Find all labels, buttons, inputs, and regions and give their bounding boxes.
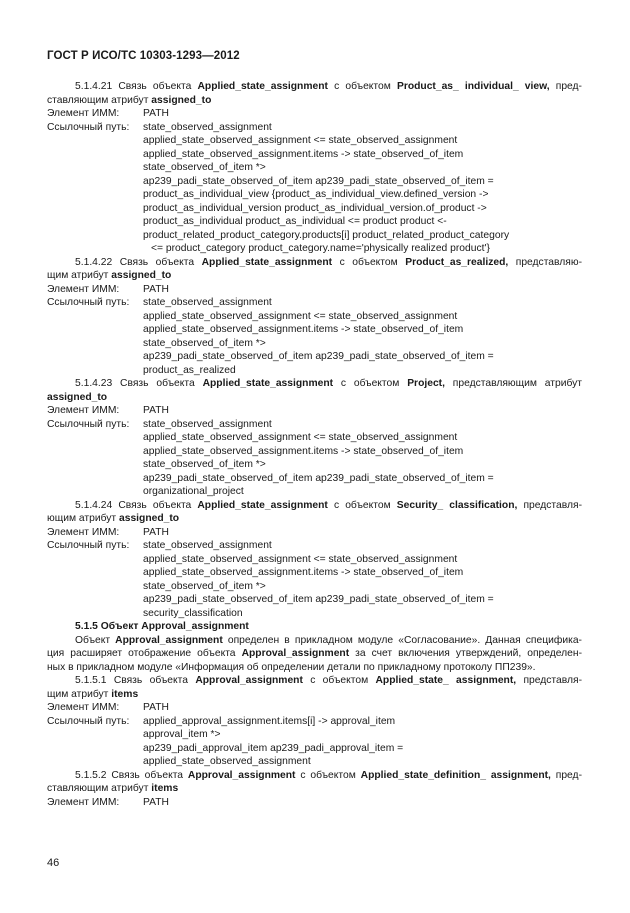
path-row: Ссылочный путь: state_observed_assignment: [47, 121, 272, 133]
document-body: 5.1.4.21 Связь объекта Applied_state_assignment с объектом Product_as_ individual_ view, пред- ставляющим атрибут assigned_to Элемент ИММ: PATH Ссылочный путь: state_observed_assignment applied_state_observed_assignment <= state_observed_assignment applied_state_observed_assignment.items -> state_observed_of_item state_observed_of_item *> ap239_padi_state_observed_of_item ap239_padi_state_observed_of_item = product_as_individual_view {product_as_individual_view.defined_version -> product_as_individual_version product_as_individual_version.of_product -> product_as_individual product_as_individual <= product product <- product_related_product_category.products[i] product_related_product_category <= product_category product_category.name='physically realized product'} 5.1.4.22 Связь объекта Applied_state_assignment с объектом Product_as_realized, представляю- щим атрибут assigned_to Элемент ИММ: PATH Ссылочный путь: state_observed_assignment applied_state_observed_assignment <= state_observed_assignment applied_state_observed_assignment.items -> state_observed_of_item state_observed_of_item *> ap239_padi_state_observed_of_item ap239_padi_state_observed_of_item = product_as_realized 5.1.4.23 Связь объекта Applied_state_assignment с объектом Project, представляющим атрибут assigned_to Элемент ИММ: PATH Ссылочный путь: state_observed_assignment applied_state_observed_assignment <= state_observed_assignment applied_state_observed_assignment.items -> state_observed_of_item state_observed_of_item *> ap239_padi_state_observed_of_item ap239_padi_state_observed_of_item = organizational_project 5.1.4.24 Связь объекта Applied_state_assignment с объектом Security_ classification, представля- ющим атрибут assigned_to Элемент ИММ: PATH Ссылочный путь: state_observed_assignment applied_state_observed_assignment <= state_observed_assignment applied_state_observed_assignment.items -> state_observed_of_item state_observed_of_item *> ap239_padi_state_observed_of_item ap239_padi_state_observed_of_item = security_classification 5.1.5 Объект Approval_assignment Объект Approval_assignment определен в прикладном модуле «Согласование». Данная специфика- ция расширяет отображение объекта Approval_assignment за счет включения утверждений, определен- ных в прикладном модуле «Информация об определении детали по прикладному протоколу ПП239». 5.1.5.1 Связь объекта Approval_assignment с объектом Applied_state_ assignment, представля- щим атрибут items Элемент ИММ: PATH Ссылочный путь: applied_approval_assignment.items[i] -> approval_item approval_item *> ap239_padi_approval_item ap239_padi_approval_item = applied_state_observed_assignment 5.1.5.2 Связь объекта Approval_assignment с объектом Applied_state_definition_ assignment, пред- ставляющим атрибут items Элемент ИММ: PATH: [47, 81, 582, 808]
element-row: Элемент ИММ: PATH: [47, 283, 169, 295]
path-row: Ссылочный путь: state_observed_assignment: [47, 418, 272, 430]
section-heading-5-1-5-1: 5.1.5.1 Связь объекта Approval_assignment с объектом Applied_state_ assignment, представля-: [75, 675, 582, 686]
element-row: Элемент ИММ: PATH: [47, 526, 169, 538]
section-heading-5-1-5: 5.1.5 Объект Approval_assignment: [75, 621, 249, 632]
section-heading-5-1-5-2: 5.1.5.2 Связь объекта Approval_assignment с объектом Applied_state_definition_ assignment, пред-: [75, 769, 582, 781]
path-row: Ссылочный путь: state_observed_assignment: [47, 540, 272, 551]
section-heading-5-1-4-22: 5.1.4.22 Связь объекта Applied_state_assignment с объектом Product_as_realized, представляю-: [75, 256, 582, 268]
element-row: Элемент ИММ: PATH: [47, 796, 169, 808]
section-heading-5-1-4-23: 5.1.4.23 Связь объекта Applied_state_assignment с объектом Project, представляющим атрибут: [75, 378, 582, 389]
element-row: Элемент ИММ: PATH: [47, 405, 169, 416]
path-row: Ссылочный путь: applied_approval_assignment.items[i] -> approval_item: [47, 715, 396, 727]
element-row: Элемент ИММ: PATH: [47, 702, 169, 713]
section-heading-5-1-4-24: 5.1.4.24 Связь объекта Applied_state_assignment с объектом Security_ classification, представля-: [75, 499, 582, 511]
element-row: Элемент ИММ: PATH: [47, 108, 169, 119]
path-row: Ссылочный путь: state_observed_assignment: [47, 297, 272, 308]
document-header: ГОСТ Р ИСО/ТС 10303-1293—2012: [47, 50, 240, 62]
section-heading-5-1-4-21: 5.1.4.21 Связь объекта Applied_state_assignment с объектом Product_as_ individual_ view, пред-: [75, 81, 582, 92]
page-number: 46: [47, 857, 60, 869]
paragraph: Объект Approval_assignment определен в прикладном модуле «Согласование». Данная специфика-: [75, 634, 582, 646]
